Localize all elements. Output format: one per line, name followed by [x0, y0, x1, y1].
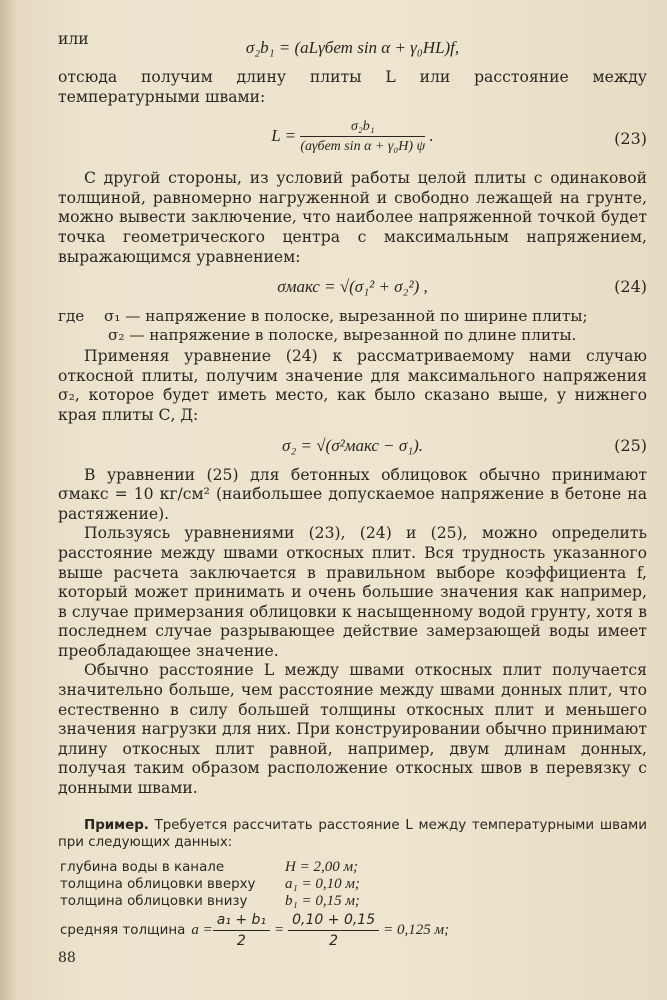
- eq23-fraction: [300, 119, 425, 155]
- paragraph-1: отсюда получим длину плиты L или расстояние между температурными швами:: [58, 68, 647, 106]
- equation-top-body: σ₂b₁ = (aLγбет sin α + γ₀HL)f,: [245, 38, 460, 57]
- page-number: 88: [58, 950, 76, 966]
- paragraph-3: Применяя уравнение (24) к рассматриваемому нами случаю откосной плиты, получим значение для максимального напряжения σ₂, которое будет иметь место, как было сказано выше, у нижнего края плиты С, Д:: [58, 347, 647, 424]
- page-text: [58, 30, 647, 950]
- equation-number-24: (24): [614, 277, 647, 297]
- row-value: b₁ = 0,15 м;: [285, 892, 360, 909]
- paragraph-4: В уравнении (25) для бетонных облицовок обычно принимают σмакс = 10 кг/см² (наибольшее допускаемое напряжение в бетоне на растяжение).: [58, 465, 647, 523]
- avg-lhs: a =: [191, 922, 213, 939]
- row-value: H = 2,00 м;: [285, 858, 359, 875]
- where-word: где: [58, 307, 85, 326]
- avg-equals: =: [274, 922, 285, 939]
- average-thickness-row: [60, 912, 647, 950]
- equation-number-25: (25): [614, 435, 647, 455]
- eq24-body: σмакс = √(σ₁² + σ₂²) ,: [277, 277, 428, 297]
- eq23-lhs: L =: [271, 126, 297, 146]
- avg-fraction-2: $\frac{0,10 + 0,15}{2}$: [288, 912, 379, 950]
- binding-shadow: [0, 0, 18, 1000]
- paragraph-5: Пользуясь уравнениями (23), (24) и (25), можно определить расстояние между швами откосных плит. Вся трудность указанного выше расчета заключается в правильном выборе коэффициента f, который может принимать и очень большие значения как например, в случае примерзания облицовки к насыщенному водой грунту, хотя в последнем случае разрывающее действие замерзающей воды имеет преобладающее значение.: [58, 524, 647, 660]
- equation-top: [58, 34, 647, 62]
- equation-number-23: (23): [614, 129, 647, 149]
- row-label: толщина облицовки вверху: [60, 876, 256, 892]
- row-label: толщина облицовки внизу: [60, 893, 248, 909]
- example-block: [58, 817, 647, 950]
- eq23-numerator: σ₂b₁: [300, 119, 425, 137]
- example-title: Пример.: [84, 817, 149, 833]
- where-line-1: σ₁ — напряжение в полоске, вырезанной по ширине плиты;: [104, 307, 588, 326]
- equation-25: [58, 432, 647, 460]
- where-line-2: σ₂ — напряжение в полоске, вырезанной по длине плиты.: [108, 326, 577, 345]
- lead-word: или: [58, 30, 89, 48]
- avg-label: средняя толщина: [60, 923, 186, 939]
- eq23-denominator: (aγбет sin α + γ₀H) ψ: [300, 139, 426, 155]
- example-intro: Требуется рассчитать расстояние L между температурными швами при следующих данных:: [58, 817, 647, 850]
- table-row: [60, 876, 647, 893]
- row-value: a₁ = 0,10 м;: [285, 875, 360, 892]
- paragraph-2: С другой стороны, из условий работы целой плиты с одинаковой толщиной, равномерно нагруженной и свободно лежащей на грунте, можно вывести заключение, что наиболее напряженной точкой будет точка геометрического центра с максимальным напряжением, выражающимся уравнением:: [58, 169, 647, 266]
- avg-result: = 0,125 м;: [383, 922, 450, 939]
- eq25-body: σ₂ = √(σ²макс − σ₁).: [281, 435, 424, 455]
- paragraph-6: Обычно расстояние L между швами откосных плит получается значительно больше, чем расстояние между швами донных плит, что естественно в силу большей толщины откосных плит и меньшего значения нагрузки для них. При конструировании обычно принимают длину откосных плит равной, например, двум длинам донных, получая таким образом расположение откосных швов в перевязку с донными швами.: [58, 661, 647, 798]
- table-row: [60, 893, 647, 910]
- equation-24: [58, 273, 647, 301]
- table-row: [60, 859, 647, 876]
- example-data-table: [60, 859, 647, 950]
- eq23-tail: .: [429, 126, 434, 146]
- where-definitions: [58, 307, 647, 345]
- equation-23: [58, 113, 647, 163]
- row-label: глубина воды в канале: [60, 859, 225, 875]
- avg-fraction-1: $\frac{\text{a₁ + b₁}}{2}$: [213, 912, 270, 950]
